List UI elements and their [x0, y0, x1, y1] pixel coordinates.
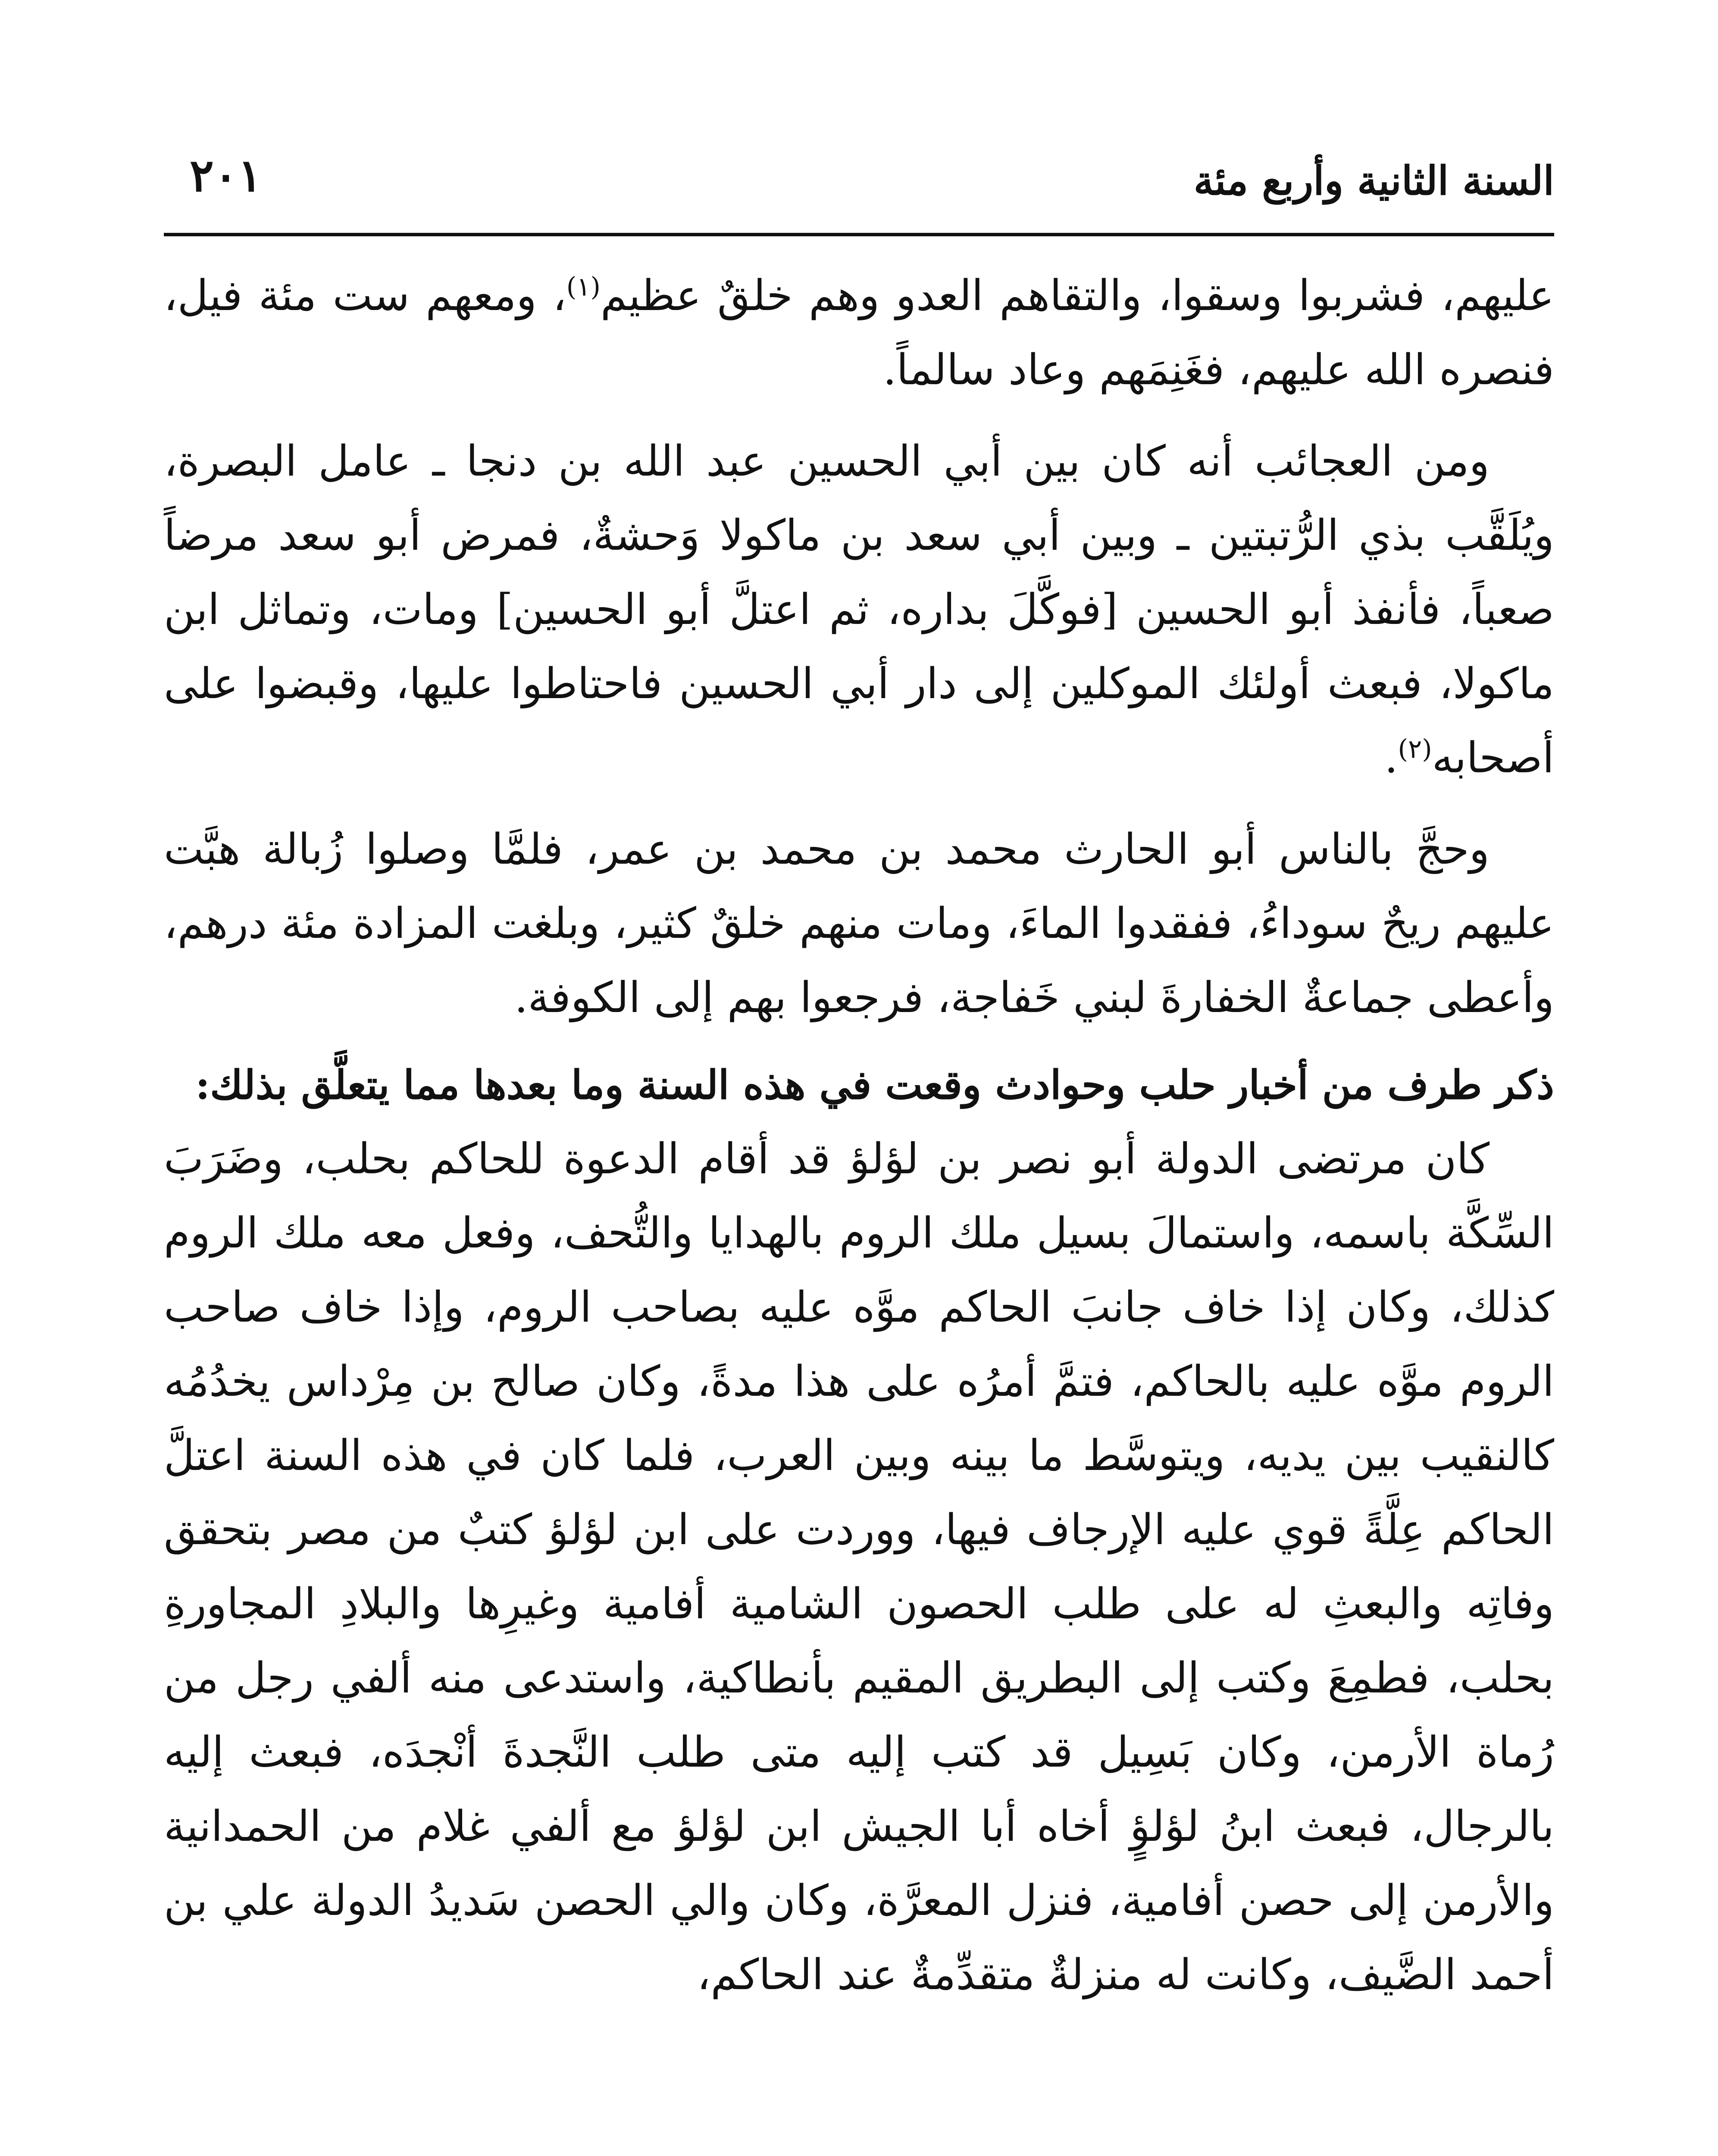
page-header [164, 149, 1554, 222]
paragraph-2-text: ومن العجائب أنه كان بين أبي الحسين عبد الله بن دنجا ـ عامل البصرة، ويُلَقَّب بذي الرُّتبتين ـ وبين أبي سعد بن ماكولا وَحشةٌ، فمرض أبو سعد مرضاً صعباً، فأنفذ أبو الحسين [فوكَّلَ بداره، ثم اعتلَّ أبو الحسين] ومات، وتماثل ابن ماكولا، فبعث أولئك الموكلين إلى دار أبي الحسين فاحتاطوا عليها، وقبضوا على أصحابه [164, 437, 1554, 783]
paragraph-1-text: عليهم، فشربوا وسقوا، والتقاهم العدو وهم خلقٌ عظيم [600, 271, 1554, 320]
paragraph-3: وحجَّ بالناس أبو الحارث محمد بن محمد بن عمر، فلمَّا وصلوا زُبالة هبَّت عليهم ريحٌ سوداءُ، ففقدوا الماءَ، ومات منهم خلقٌ كثير، وبلغت المزادة مئة درهم، وأعطى جماعةٌ الخفارةَ لبني خَفاجة، فرجعوا بهم إلى الكوفة. [164, 825, 1554, 1022]
paragraph-2-end: . [1384, 733, 1398, 783]
paragraph-1-continued: ، ومعهم ست مئة فيل، فنصره الله عليهم، فغَنِمَهم وعاد سالماً. [164, 271, 1554, 395]
footnote-ref-2: (٢) [1398, 734, 1432, 765]
paragraph-1 [164, 259, 1554, 407]
running-title: السنة الثانية وأربع مئة [1193, 157, 1554, 204]
header-rule [164, 233, 1554, 236]
section-heading: ذكر طرف من أخبار حلب وحوادث وقعت في هذه السنة وما بعدها مما يتعلَّق بذلك: [195, 1062, 1554, 1108]
page-number: ٢٠١ [190, 149, 262, 202]
paragraph-4: كان مرتضى الدولة أبو نصر بن لؤلؤ قد أقام الدعوة للحاكم بحلب، وضَرَبَ السِّكَّة باسمه، واستمالَ بسيل ملك الروم بالهدايا والتُّحف، وفعل معه ملك الروم كذلك، وكان إذا خاف جانبَ الحاكم موَّه عليه بصاحب الروم، وإذا خاف صاحب الروم موَّه عليه بالحاكم، فتمَّ أمرُه على هذا مدةً، وكان صالح بن مِرْداس يخدُمُه كالنقيب بين يديه، ويتوسَّط ما بينه وبين العرب، فلما كان في هذه السنة اعتلَّ الحاكم عِلَّةً قوي عليه الإرجاف فيها، ووردت على ابن لؤلؤ كتبٌ من مصر بتحقق وفاتِه والبعثِ له على طلب الحصون الشامية أفامية وغيرِها والبلادِ المجاورةِ بحلب، فطمِعَ وكتب إلى البطريق المقيم بأنطاكية، واستدعى منه ألفي رجل من رُماة الأرمن، وكان بَسِيل قد كتب إليه متى طلب النَّجدةَ أنْجدَه، فبعث إليه بالرجال، فبعث ابنُ لؤلؤٍ أخاه أبا الجيش ابن لؤلؤ مع ألفي غلام من الحمدانية والأرمن إلى حصن أفامية، فنزل المعرَّة، وكان والي الحصن سَديدُ الدولة علي بن أحمد الضَّيف، وكانت له منزلةٌ متقدِّمةٌ عند الحاكم، [164, 1134, 1555, 1999]
footnote-ref-1: (١) [566, 272, 601, 302]
body-text [164, 259, 1554, 2012]
paragraph-2 [164, 424, 1554, 795]
